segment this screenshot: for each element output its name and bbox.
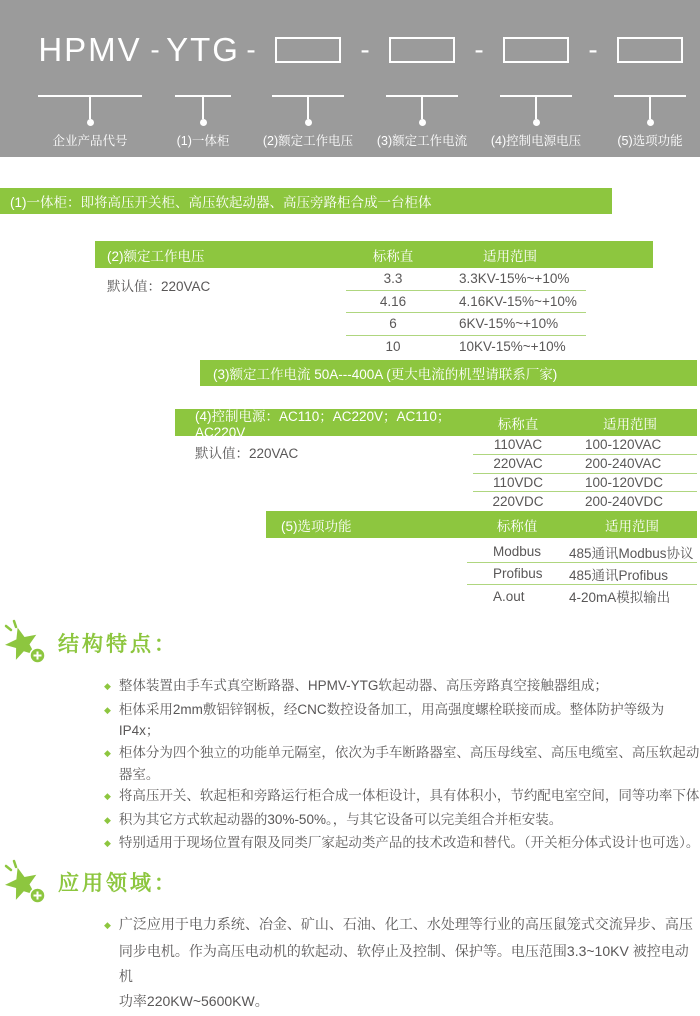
diamond-bullet-icon: ◆ bbox=[104, 747, 111, 758]
model-number-header bbox=[0, 0, 700, 157]
connector-stem bbox=[649, 97, 651, 119]
table-row bbox=[346, 336, 586, 359]
applicable-range: 200-240VAC bbox=[585, 456, 662, 472]
applicable-range: 10KV-15%~+10% bbox=[459, 339, 566, 355]
column-header-range: 适用范围 bbox=[483, 248, 537, 264]
applicable-range: 3.3KV-15%~+10% bbox=[459, 271, 570, 287]
features-section-head bbox=[0, 618, 700, 667]
table-title: (4)控制电源：AC110；AC220V；AC110；AC220V bbox=[195, 409, 451, 440]
table-rows bbox=[346, 268, 586, 358]
connector-stem bbox=[307, 97, 309, 119]
diamond-bullet-icon: ◆ bbox=[104, 681, 111, 692]
series-code-text: YTG bbox=[166, 31, 240, 68]
list-item bbox=[104, 699, 700, 742]
company-code-text: HPMV bbox=[38, 31, 142, 68]
table-body bbox=[175, 436, 697, 511]
list-item bbox=[104, 939, 700, 989]
table-control-power bbox=[175, 409, 697, 511]
nominal-value: 4.16 bbox=[379, 293, 407, 309]
nominal-value: 3.3 bbox=[383, 271, 403, 287]
feature-text: 积为其它方式软起动器的30%-50%。，与其它设备可以完美组合并柜安装。 bbox=[118, 811, 563, 827]
list-item bbox=[104, 675, 700, 699]
model-number-diagram bbox=[34, 30, 700, 149]
segment-label: (1)一体柜 bbox=[176, 134, 230, 148]
feature-text: 特别适用于现场位置有限及同类厂家起动类产品的技术改造和替代。（开关柜分体式设计也可选）。 bbox=[118, 835, 700, 851]
applicable-range: 200-240VDC bbox=[585, 494, 664, 510]
table-row bbox=[473, 474, 697, 493]
star-icon bbox=[0, 858, 50, 907]
connector-dot bbox=[200, 119, 207, 126]
segment-label: (4)控制电源电压 bbox=[490, 134, 582, 148]
nominal-value: 6 bbox=[389, 316, 397, 332]
nominal-value: Modbus bbox=[493, 544, 542, 560]
table-option-functions bbox=[266, 511, 697, 607]
code-box-wrap bbox=[503, 30, 569, 70]
table-header bbox=[175, 409, 697, 440]
segment-label: (5)选项功能 bbox=[617, 134, 683, 148]
applications-list bbox=[104, 912, 700, 1016]
separator-dash: - bbox=[150, 34, 160, 65]
table-row bbox=[467, 563, 697, 585]
application-text: 同步电机。作为高压电动机的软起动、软停止及控制、保护等。电压范围3.3~10KV 被控电动机 bbox=[118, 942, 689, 984]
applicable-range: 6KV-15%~+10% bbox=[459, 316, 559, 332]
table-title: (5)选项功能 bbox=[281, 518, 352, 534]
table-title: (2)额定工作电压 bbox=[107, 248, 205, 264]
code-box-wrap bbox=[617, 30, 683, 70]
connector-dot bbox=[87, 119, 94, 126]
model-code-box bbox=[275, 37, 341, 63]
applicable-range: 485通讯Profibus bbox=[569, 567, 669, 583]
segment-label: (3)额定工作电流 bbox=[376, 134, 468, 148]
nominal-value: Profibus bbox=[493, 566, 543, 582]
features-heading: 结构特点： bbox=[58, 632, 178, 656]
separator-dash: - bbox=[474, 34, 484, 65]
diamond-bullet-icon: ◆ bbox=[104, 791, 111, 802]
connector-dot bbox=[305, 119, 312, 126]
connector bbox=[175, 95, 231, 126]
table-row bbox=[346, 291, 586, 314]
model-code-box bbox=[503, 37, 569, 63]
connector-stem bbox=[535, 97, 537, 119]
diamond-bullet-icon: ◆ bbox=[104, 704, 111, 715]
segment-options bbox=[602, 30, 698, 149]
feature-text: 柜体采用2mm敷铝锌钢板，经CNC数控设备加工，用高强度螺栓联接而成。整体防护等级为IP4x； bbox=[118, 701, 665, 739]
features-list bbox=[104, 675, 700, 856]
model-code-box bbox=[389, 37, 455, 63]
diamond-bullet-icon: ◆ bbox=[104, 814, 111, 825]
segment-label: (2)额定工作电压 bbox=[262, 134, 354, 148]
applicable-range: 100-120VDC bbox=[585, 474, 664, 490]
list-item bbox=[104, 832, 700, 856]
column-header-nominal: 标称直 bbox=[497, 416, 539, 432]
connector-dot bbox=[647, 119, 654, 126]
applicable-range: 4.16KV-15%~+10% bbox=[459, 293, 577, 309]
nominal-value: 220VAC bbox=[493, 456, 543, 472]
segment-series-code bbox=[164, 30, 242, 149]
connector-dot bbox=[419, 119, 426, 126]
feature-text: 整体装置由手车式真空断路器、HPMV-YTG软起动器、高压旁路真空接触器组成； bbox=[118, 678, 608, 694]
column-header-range: 适用范围 bbox=[605, 518, 659, 534]
application-text: 广泛应用于电力系统、冶金、矿山、石油、化工、水处理等行业的高压鼠笼式交流异步、高压 bbox=[118, 915, 693, 932]
connector bbox=[38, 95, 142, 126]
table-row bbox=[473, 436, 697, 455]
table-row bbox=[346, 313, 586, 336]
connector bbox=[272, 95, 344, 126]
segment-label: 企业产品代号 bbox=[52, 134, 128, 148]
connector-stem bbox=[421, 97, 423, 119]
segment-rated-current bbox=[374, 30, 470, 149]
table-row bbox=[467, 585, 697, 607]
default-value-label: 默认值：220VAC bbox=[107, 279, 211, 294]
applications-heading: 应用领域： bbox=[58, 872, 178, 896]
applicable-range: 485通讯Modbus协议 bbox=[569, 545, 694, 561]
model-code-box bbox=[617, 37, 683, 63]
list-item bbox=[104, 912, 700, 939]
application-text: 功率220KW~5600KW。 bbox=[118, 992, 269, 1009]
connector bbox=[614, 95, 686, 126]
table-row bbox=[473, 455, 697, 474]
table-header bbox=[95, 241, 653, 268]
code-box-wrap bbox=[389, 30, 455, 70]
separator-dash: - bbox=[360, 34, 370, 65]
separator-dash: - bbox=[588, 34, 598, 65]
connector-stem bbox=[89, 97, 91, 119]
nominal-value: 110VDC bbox=[492, 474, 544, 490]
feature-text: 将高压开关、软起柜和旁路运行柜合成一体柜设计，具有体积小，节约配电室空间，同等功率下体 bbox=[118, 788, 700, 804]
banner-rated-current: (3)额定工作电流 50A---400A (更大电流的机型请联系厂家) bbox=[200, 360, 697, 386]
list-item bbox=[104, 742, 700, 785]
table-row bbox=[473, 492, 697, 511]
code-box-wrap bbox=[275, 30, 341, 70]
nominal-value: A.out bbox=[493, 588, 525, 604]
nominal-value: 110VAC bbox=[493, 437, 543, 453]
connector bbox=[500, 95, 572, 126]
table-row bbox=[467, 541, 697, 563]
segment-control-voltage bbox=[488, 30, 584, 149]
column-header-nominal: 标称值 bbox=[496, 518, 538, 534]
table-rows bbox=[473, 436, 697, 511]
segment-company-code bbox=[34, 30, 146, 149]
table-body bbox=[266, 538, 697, 607]
table-row bbox=[346, 268, 586, 291]
connector-stem bbox=[202, 97, 204, 119]
separator-dash: - bbox=[246, 34, 256, 65]
nominal-value: 10 bbox=[385, 339, 401, 355]
list-item bbox=[104, 785, 700, 809]
list-item bbox=[104, 809, 700, 833]
list-item bbox=[104, 989, 700, 1016]
table-body bbox=[95, 268, 653, 358]
table-rated-voltage bbox=[95, 241, 653, 358]
applications-section-head bbox=[0, 858, 700, 907]
column-header-nominal: 标称直 bbox=[372, 248, 414, 264]
applicable-range: 100-120VAC bbox=[585, 437, 662, 453]
segment-rated-voltage bbox=[260, 30, 356, 149]
banner-integrated-cabinet: (1)一体柜：即将高压开关柜、高压软起动器、高压旁路柜合成一台柜体 bbox=[0, 188, 612, 214]
diamond-bullet-icon: ◆ bbox=[104, 919, 111, 930]
connector bbox=[386, 95, 458, 126]
column-header-range: 适用范围 bbox=[603, 416, 657, 432]
connector-dot bbox=[533, 119, 540, 126]
star-icon bbox=[0, 618, 50, 667]
diamond-bullet-icon: ◆ bbox=[104, 838, 111, 849]
default-value-label: 默认值：220VAC bbox=[195, 446, 299, 461]
table-header bbox=[266, 511, 697, 538]
applicable-range: 4-20mA模拟输出 bbox=[569, 590, 671, 606]
feature-text: 柜体分为四个独立的功能单元隔室，依次为手车断路器室、高压母线室、高压电缆室、高压软起动器室。 bbox=[118, 744, 700, 782]
table-rows bbox=[467, 538, 697, 607]
nominal-value: 220VDC bbox=[492, 494, 544, 510]
